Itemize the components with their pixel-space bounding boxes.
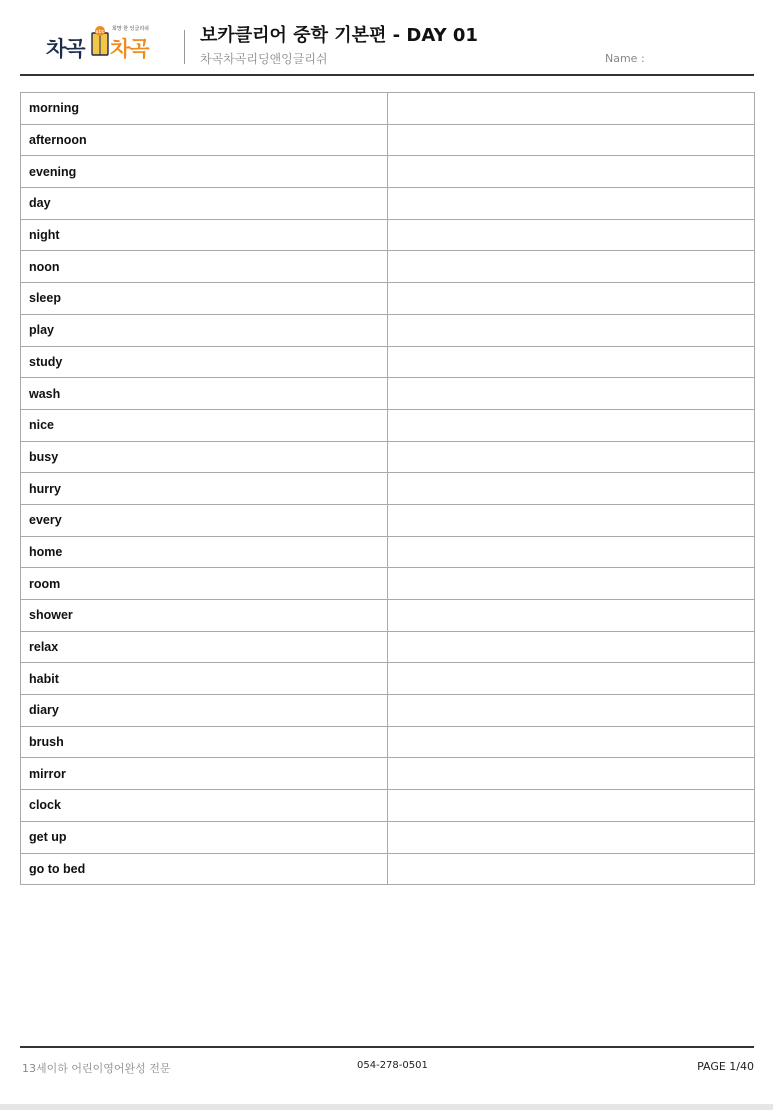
answer-blank (388, 156, 755, 188)
table-row (21, 568, 755, 600)
header-divider (184, 30, 185, 64)
answer-blank (388, 441, 755, 473)
logo-tagline: 희망 한 잉글리쉬 (112, 26, 149, 32)
bottom-strip (0, 1104, 773, 1110)
page-title: 보카클리어 중학 기본편 - DAY 01 (200, 25, 478, 46)
vocabulary-table (20, 92, 755, 885)
answer-blank (388, 631, 755, 663)
vocab-word: habit (21, 663, 388, 695)
vocab-word: sleep (21, 283, 388, 315)
answer-blank (388, 821, 755, 853)
logo-word-left: 차곡 (46, 37, 85, 61)
name-label: Name : (605, 52, 645, 65)
vocab-word: every (21, 504, 388, 536)
vocab-word: brush (21, 726, 388, 758)
vocab-word: day (21, 188, 388, 220)
answer-blank (388, 663, 755, 695)
vocab-word: shower (21, 600, 388, 632)
vocab-word: afternoon (21, 124, 388, 156)
vocab-word: morning (21, 93, 388, 125)
logo-word-right: 차곡 (110, 37, 149, 61)
page-header (20, 0, 754, 76)
table-row (21, 188, 755, 220)
answer-blank (388, 409, 755, 441)
answer-blank (388, 283, 755, 315)
table-row (21, 378, 755, 410)
table-row (21, 821, 755, 853)
answer-blank (388, 219, 755, 251)
answer-blank (388, 536, 755, 568)
table-row (21, 631, 755, 663)
answer-blank (388, 251, 755, 283)
table-row (21, 536, 755, 568)
vocab-word: nice (21, 409, 388, 441)
page-subtitle: 차곡차곡리딩앤잉글리쉬 (200, 52, 328, 66)
answer-blank (388, 600, 755, 632)
table-row (21, 93, 755, 125)
svg-text:abc: abc (95, 29, 105, 35)
table-row (21, 156, 755, 188)
book-icon (90, 25, 110, 57)
answer-blank (388, 378, 755, 410)
table-row (21, 251, 755, 283)
vocab-word: play (21, 314, 388, 346)
table-row (21, 314, 755, 346)
table-row (21, 504, 755, 536)
vocab-word: mirror (21, 758, 388, 790)
vocab-word: hurry (21, 473, 388, 505)
answer-blank (388, 473, 755, 505)
answer-blank (388, 726, 755, 758)
vocab-word: study (21, 346, 388, 378)
vocab-word: wash (21, 378, 388, 410)
answer-blank (388, 314, 755, 346)
page-number: PAGE 1/40 (697, 1060, 754, 1073)
vocabulary-table-body (21, 93, 755, 885)
table-row (21, 853, 755, 885)
vocab-word: busy (21, 441, 388, 473)
answer-blank (388, 695, 755, 727)
answer-blank (388, 346, 755, 378)
vocab-word: home (21, 536, 388, 568)
vocab-word: noon (21, 251, 388, 283)
table-row (21, 283, 755, 315)
table-row (21, 473, 755, 505)
answer-blank (388, 188, 755, 220)
table-row (21, 346, 755, 378)
answer-blank (388, 758, 755, 790)
vocab-word: clock (21, 790, 388, 822)
table-row (21, 790, 755, 822)
table-row (21, 758, 755, 790)
vocab-word: night (21, 219, 388, 251)
answer-blank (388, 93, 755, 125)
vocab-word: go to bed (21, 853, 388, 885)
answer-blank (388, 790, 755, 822)
answer-blank (388, 568, 755, 600)
vocab-word: evening (21, 156, 388, 188)
page-footer (20, 1046, 754, 1076)
vocab-word: diary (21, 695, 388, 727)
table-row (21, 124, 755, 156)
table-row (21, 600, 755, 632)
table-row (21, 663, 755, 695)
vocab-word: relax (21, 631, 388, 663)
table-row (21, 409, 755, 441)
table-row (21, 695, 755, 727)
footer-tagline: 13세이하 어린이영어완성 전문 (22, 1062, 171, 1075)
brand-logo (46, 22, 154, 64)
table-row (21, 441, 755, 473)
answer-blank (388, 853, 755, 885)
table-row (21, 219, 755, 251)
footer-phone: 054-278-0501 (357, 1060, 428, 1071)
vocab-word: get up (21, 821, 388, 853)
answer-blank (388, 124, 755, 156)
table-row (21, 726, 755, 758)
vocab-word: room (21, 568, 388, 600)
answer-blank (388, 504, 755, 536)
